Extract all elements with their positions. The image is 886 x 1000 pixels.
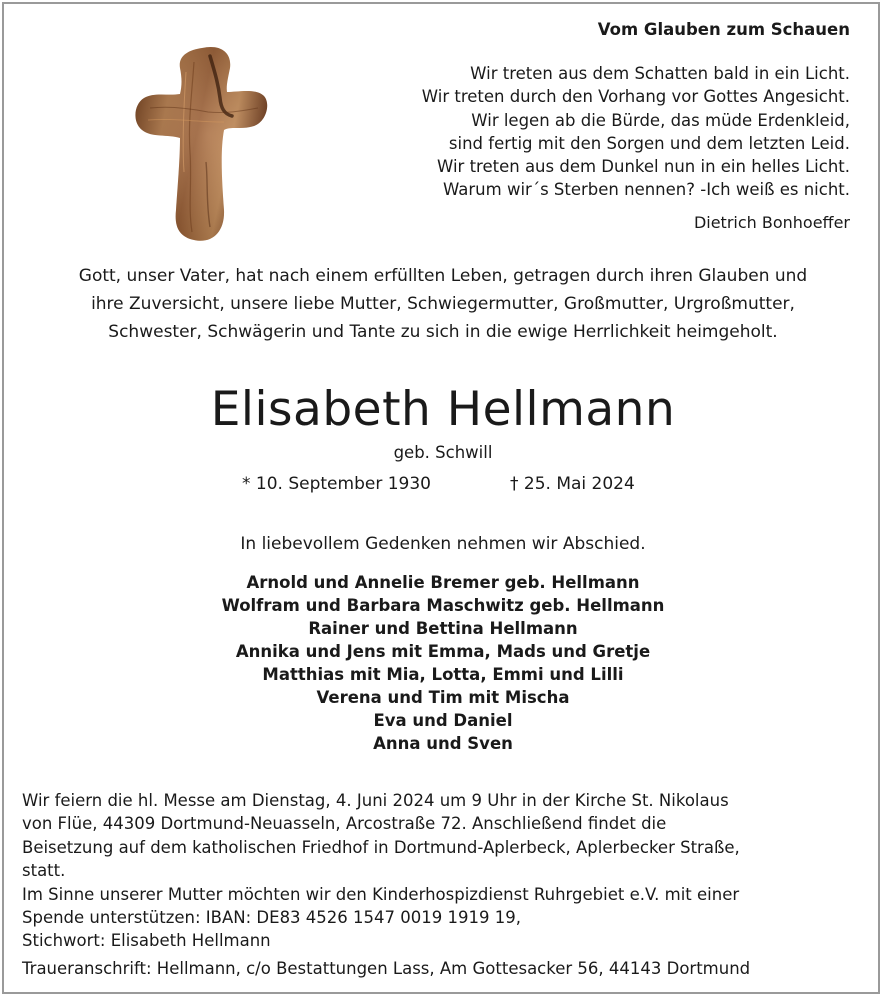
intro-line: ihre Zuversicht, unsere liebe Mutter, Schwiegermutter, Großmutter, Urgroßmutter, <box>91 294 795 314</box>
intro-line: Gott, unser Vater, hat nach einem erfüllten Leben, getragen durch ihren Glauben und <box>78 266 808 286</box>
deceased-name: Elisabeth Hellmann <box>210 382 676 437</box>
mourner-entry: Verena und Tim mit Mischa <box>316 688 570 707</box>
poem <box>422 62 850 202</box>
farewell-line: In liebevollem Gedenken nehmen wir Abschied. <box>240 534 646 554</box>
poem-line: Wir treten aus dem Dunkel nun in ein helles Licht. <box>437 157 850 177</box>
birth-date: * 10. September 1930 <box>242 474 431 494</box>
poem-title: Vom Glauben zum Schauen <box>597 20 850 39</box>
poem-line: Warum wir´s Sterben nennen? -Ich weiß es nicht. <box>443 180 850 200</box>
poem-line: Wir legen ab die Bürde, das müde Erdenkleid, <box>471 110 850 130</box>
poem-line: Wir treten aus dem Schatten bald in ein Licht. <box>470 64 850 83</box>
mourner-entry: Anna und Sven <box>373 734 513 753</box>
service-line: von Flüe, 44309 Dortmund-Neuasseln, Arcostraße 72. Anschließend findet die <box>22 814 667 834</box>
service-info <box>22 789 740 953</box>
mourner-entry: Eva und Daniel <box>373 711 513 730</box>
mourner-entry: Rainer und Bettina Hellmann <box>308 619 578 638</box>
service-line: Im Sinne unserer Mutter möchten wir den Kinderhospizdienst Ruhrgebiet e.V. mit einer <box>22 884 740 904</box>
intro-line: Schwester, Schwägerin und Tante zu sich in die ewige Herrlichkeit heimgeholt. <box>108 322 778 342</box>
mourning-address: Traueranschrift: Hellmann, c/o Bestattungen Lass, Am Gottesacker 56, 44143 Dortmund <box>22 959 751 978</box>
mourner-entry: Wolfram und Barbara Maschwitz geb. Hellmann <box>221 596 665 615</box>
poem-line: Wir treten durch den Vorhang vor Gottes Angesicht. <box>421 87 850 107</box>
holding-cross-icon <box>128 42 273 247</box>
mourner-entry: Matthias mit Mia, Lotta, Emmi und Lilli <box>262 665 624 684</box>
death-date: † 25. Mai 2024 <box>510 474 635 494</box>
service-line: Spende unterstützen: IBAN: DE83 4526 1547 0019 1919 19, <box>22 908 521 928</box>
service-line: Beisetzung auf dem katholischen Friedhof in Dortmund-Aplerbeck, Aplerbecker Straße, <box>22 837 740 857</box>
maiden-name: geb. Schwill <box>393 443 493 462</box>
mourner-entry: Arnold und Annelie Bremer geb. Hellmann <box>246 573 640 592</box>
service-line: Wir feiern die hl. Messe am Dienstag, 4. Juni 2024 um 9 Uhr in der Kirche St. Nikolaus <box>22 791 729 810</box>
mourners-list <box>0 571 886 755</box>
service-line: Stichwort: Elisabeth Hellmann <box>22 931 271 951</box>
service-line: statt. <box>22 861 66 881</box>
poem-author: Dietrich Bonhoeffer <box>693 213 850 232</box>
poem-line: sind fertig mit den Sorgen und dem letzten Leid. <box>448 133 850 153</box>
mourner-entry: Annika und Jens mit Emma, Mads und Gretje <box>235 642 651 661</box>
intro-text <box>0 262 886 346</box>
